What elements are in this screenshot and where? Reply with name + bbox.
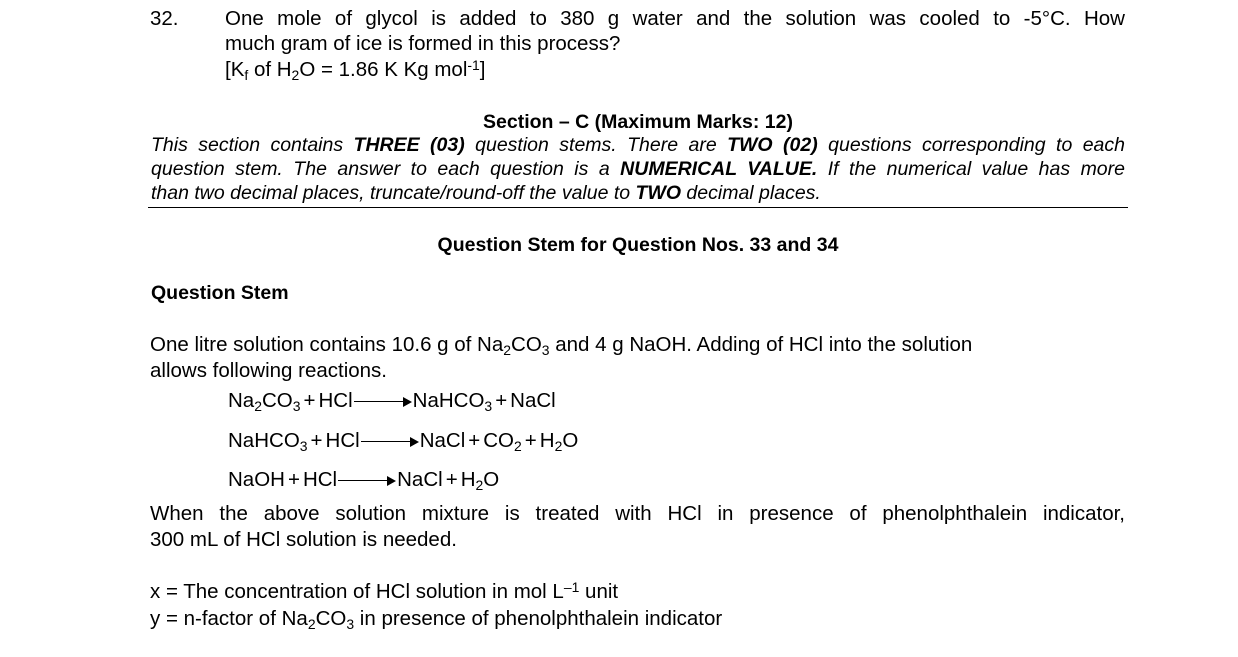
question-number: 32. (150, 7, 179, 30)
question-32-line-2: much gram of ice is formed in this process? (225, 32, 621, 55)
question-stem-label: Question Stem (151, 282, 289, 304)
question-stem-heading: Question Stem for Question Nos. 33 and 34 (437, 234, 839, 256)
x-definition: x = The concentration of HCl solution in mol $L^{-1}$ unit (150, 578, 619, 603)
section-instructions-line-3: than two decimal places, truncate/round-off the value to TWO decimal places. (151, 182, 821, 204)
stem-paragraph-line-1: One litre solution contains 10.6 g of $Na_2CO_3$ and 4 g NaOH. Adding of HCl into the solution (150, 333, 973, 358)
section-instructions-line-2: question stem. The answer to each question is a NUMERICAL VALUE. If the numerical value has more (151, 158, 1125, 180)
reaction-1: $Na_2CO_3$ + HCl NaHCO$_3$ + NaCl (228, 389, 556, 414)
reaction-2: NaHCO$_3$ + HCl NaCl + $CO_2 + H_2O$ (228, 429, 579, 454)
section-instructions-line-1: This section contains THREE (03) question stems. There are TWO (02) questions corresponding to each (151, 134, 1125, 156)
reaction-arrow (338, 476, 396, 486)
question-32-line-1: One mole of glycol is added to 380 g water and the solution was cooled to -5°C. How (225, 7, 1125, 30)
y-definition: y = n-factor of $Na_2CO_3$ in presence of phenolphthalein indicator (150, 607, 723, 632)
kf-given-value: [$K_f$ of $H_2O = 1.86$ K Kg mol$^{-1}$] (225, 56, 486, 83)
stem-paragraph-2-line-1: When the above solution mixture is treated with HCl in presence of phenolphthalein indicator, (150, 502, 1125, 525)
reaction-arrow (361, 437, 419, 447)
stem-paragraph-2-line-2: 300 mL of HCl solution is needed. (150, 528, 457, 551)
reaction-arrow (354, 397, 412, 407)
stem-paragraph-line-2: allows following reactions. (150, 359, 388, 382)
section-divider (148, 207, 1128, 208)
section-c-title: Section – C (Maximum Marks: 12) (483, 111, 793, 133)
reaction-3: NaOH + HCl NaCl + $H_2O$ (228, 468, 500, 493)
